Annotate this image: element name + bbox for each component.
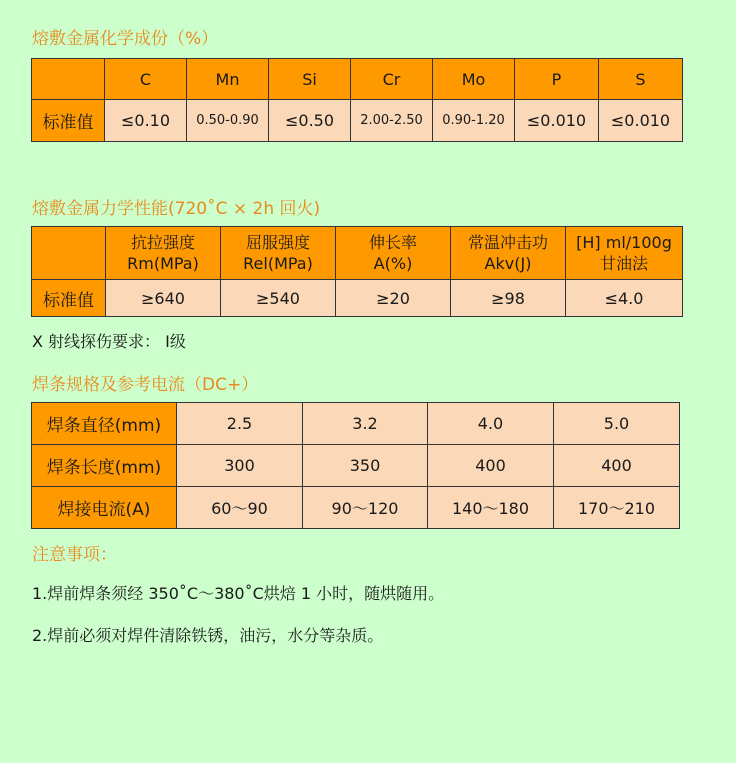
spec-cell: 300 bbox=[177, 445, 303, 487]
impact-line2: Akv(J) bbox=[484, 254, 532, 273]
hydrogen-line1: [H] ml/100g bbox=[576, 233, 672, 252]
notes-title: 注意事项： bbox=[32, 545, 117, 565]
tensile-line2: Rm(MPa) bbox=[127, 254, 199, 273]
composition-value-c: ≤0.10 bbox=[105, 100, 187, 142]
spec-label-diameter: 焊条直径(mm) bbox=[32, 403, 177, 445]
spec-cell: 400 bbox=[554, 445, 680, 487]
spec-cell: 5.0 bbox=[554, 403, 680, 445]
yield-line2: Rel(MPa) bbox=[243, 254, 313, 273]
composition-table bbox=[31, 58, 683, 142]
mechanical-value-tensile: ≥640 bbox=[106, 280, 221, 317]
composition-value-row bbox=[32, 100, 683, 142]
composition-col-cr: Cr bbox=[351, 59, 433, 100]
composition-col-s: S bbox=[599, 59, 683, 100]
mechanical-col-yield bbox=[221, 227, 336, 280]
spec-row-length bbox=[32, 445, 680, 487]
xray-note: X 射线探伤要求： Ⅰ级 bbox=[32, 332, 186, 351]
composition-col-si: Si bbox=[269, 59, 351, 100]
spec-table bbox=[31, 402, 680, 529]
tensile-line1: 抗拉强度 bbox=[130, 233, 195, 252]
composition-row-label: 标准值 bbox=[32, 100, 105, 142]
spec-cell: 90～120 bbox=[303, 487, 428, 529]
mechanical-header-row bbox=[32, 227, 683, 280]
elongation-line1: 伸长率 bbox=[368, 233, 417, 252]
composition-col-p: P bbox=[515, 59, 599, 100]
composition-value-cr: 2.00-2.50 bbox=[351, 100, 433, 142]
hydrogen-line2: 甘油法 bbox=[599, 254, 648, 273]
composition-corner-cell bbox=[32, 59, 105, 100]
composition-value-mo: 0.90-1.20 bbox=[433, 100, 515, 142]
mechanical-value-hydrogen: ≤4.0 bbox=[566, 280, 683, 317]
spec-title: 焊条规格及参考电流（DC+） bbox=[32, 375, 259, 395]
composition-col-c: C bbox=[105, 59, 187, 100]
mechanical-corner-cell bbox=[32, 227, 106, 280]
mechanical-table bbox=[31, 226, 683, 317]
mechanical-row-label: 标准值 bbox=[32, 280, 106, 317]
mechanical-col-tensile bbox=[106, 227, 221, 280]
spec-row-diameter bbox=[32, 403, 680, 445]
mechanical-title: 熔敷金属力学性能(720˚C × 2h 回火) bbox=[32, 199, 321, 219]
composition-col-mn: Mn bbox=[187, 59, 269, 100]
composition-col-mo: Mo bbox=[433, 59, 515, 100]
composition-header-row bbox=[32, 59, 683, 100]
composition-value-mn: 0.50-0.90 bbox=[187, 100, 269, 142]
spec-label-length: 焊条长度(mm) bbox=[32, 445, 177, 487]
composition-value-s: ≤0.010 bbox=[599, 100, 683, 142]
mechanical-value-row bbox=[32, 280, 683, 317]
spec-row-current bbox=[32, 487, 680, 529]
spec-cell: 350 bbox=[303, 445, 428, 487]
spec-cell: 60～90 bbox=[177, 487, 303, 529]
composition-value-si: ≤0.50 bbox=[269, 100, 351, 142]
spec-cell: 2.5 bbox=[177, 403, 303, 445]
yield-line1: 屈服强度 bbox=[245, 233, 310, 252]
spec-cell: 170～210 bbox=[554, 487, 680, 529]
mechanical-value-impact: ≥98 bbox=[451, 280, 566, 317]
mechanical-col-hydrogen bbox=[566, 227, 683, 280]
mechanical-col-impact bbox=[451, 227, 566, 280]
mechanical-col-elongation bbox=[336, 227, 451, 280]
composition-value-p: ≤0.010 bbox=[515, 100, 599, 142]
composition-title: 熔敷金属化学成份（%） bbox=[32, 29, 219, 49]
spec-cell: 400 bbox=[428, 445, 554, 487]
note-item-1: 1.焊前焊条须经 350˚C～380˚C烘焙 1 小时，随烘随用。 bbox=[32, 584, 445, 603]
spec-cell: 3.2 bbox=[303, 403, 428, 445]
spec-cell: 140～180 bbox=[428, 487, 554, 529]
spec-label-current: 焊接电流(A) bbox=[32, 487, 177, 529]
impact-line1: 常温冲击功 bbox=[467, 233, 548, 252]
spec-cell: 4.0 bbox=[428, 403, 554, 445]
note-item-2: 2.焊前必须对焊件清除铁锈，油污，水分等杂质。 bbox=[32, 626, 384, 645]
elongation-line2: A(%) bbox=[373, 254, 413, 273]
mechanical-value-elongation: ≥20 bbox=[336, 280, 451, 317]
mechanical-value-yield: ≥540 bbox=[221, 280, 336, 317]
